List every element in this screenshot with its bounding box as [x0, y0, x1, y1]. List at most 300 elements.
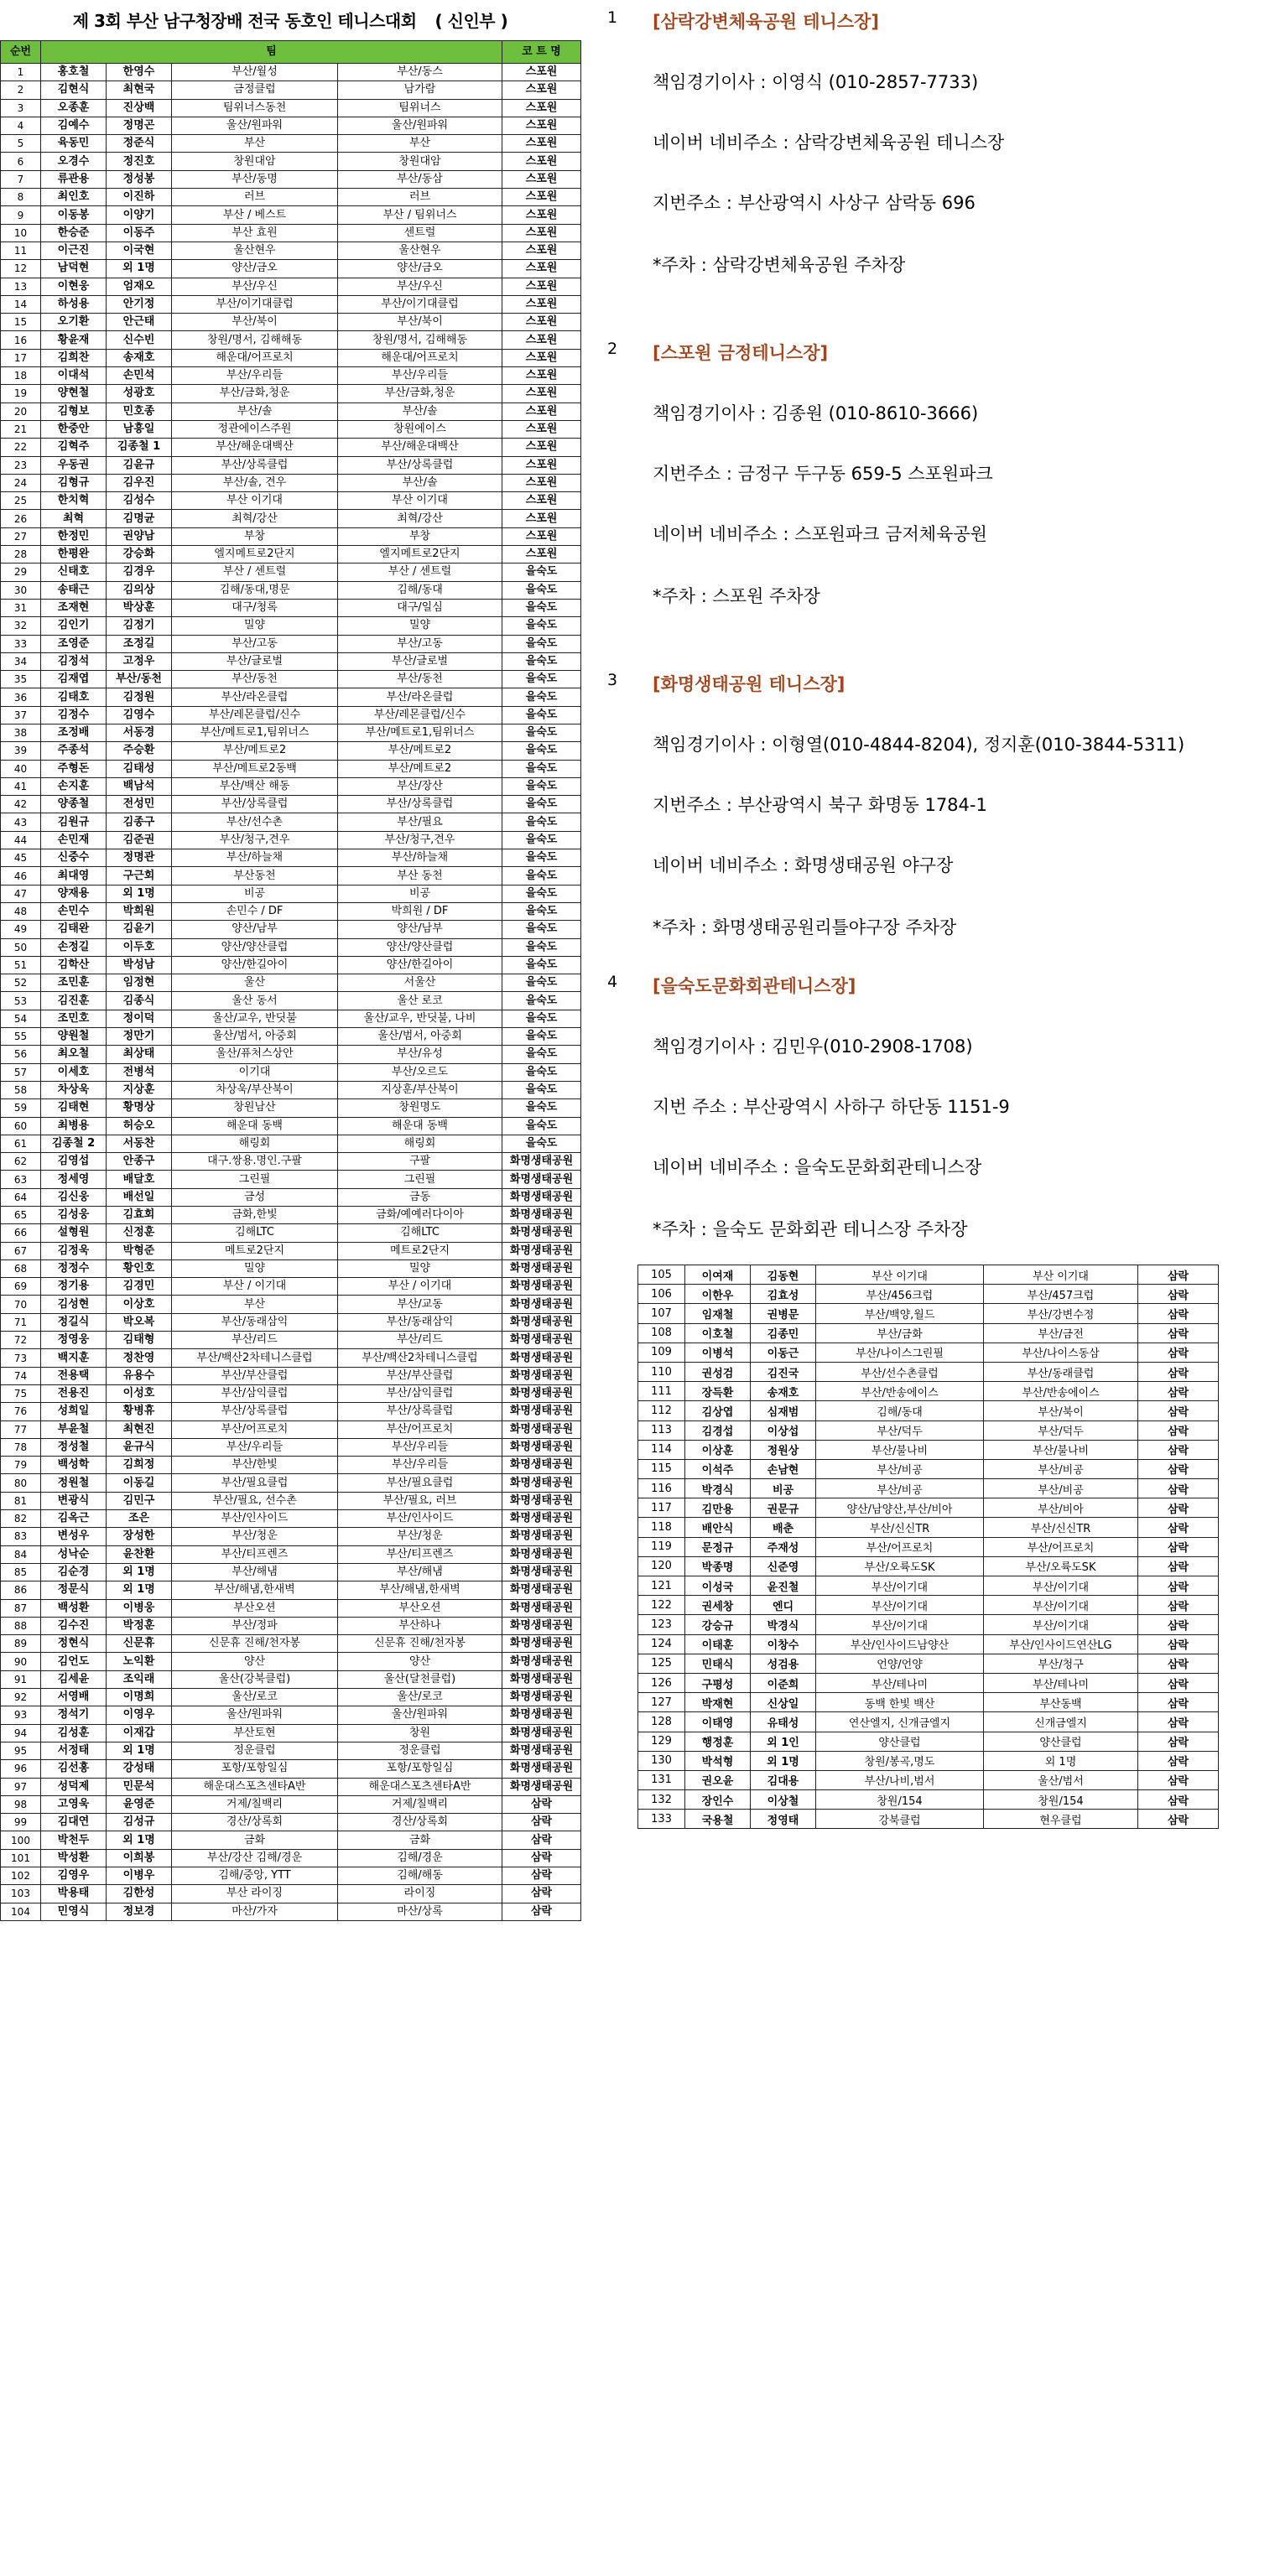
venue-info-line: 지번주소 : 부산광역시 북구 화명동 1784-1: [653, 795, 987, 815]
club-2: 부산/이기대: [984, 1596, 1138, 1615]
player-2: 김경우: [107, 564, 172, 581]
club-2: 부산/우리들: [338, 1438, 502, 1456]
table-row: [1, 635, 581, 652]
player-1: 오기환: [41, 314, 107, 331]
club-1: 경산/상록회: [172, 1814, 338, 1831]
row-no: 48: [1, 902, 41, 920]
player-1: 조영준: [41, 635, 107, 652]
player-2: 이상호: [107, 1296, 172, 1313]
club-1: 부산/상록클럽: [172, 796, 338, 813]
club-2: 부산/해냄: [338, 1563, 502, 1581]
club-2: 김해LTC: [338, 1224, 502, 1242]
club-1: 김해/동대: [816, 1401, 984, 1420]
player-1: 권성검: [685, 1362, 751, 1381]
club-1: 부산/오륙도SK: [816, 1556, 984, 1576]
table-row: [1, 1313, 581, 1331]
club-2: 부산/비아: [984, 1498, 1138, 1518]
player-2: 신정훈: [107, 1224, 172, 1242]
club-1: 창원대암: [172, 153, 338, 170]
club-1: 해운대 동백: [172, 1117, 338, 1135]
club-2: 부산/이기대클럽: [338, 295, 502, 313]
club-2: 비공: [338, 885, 502, 902]
player-2: 유태성: [751, 1712, 816, 1732]
court-name: 화명생태공원: [502, 1349, 581, 1367]
table-row: [638, 1732, 1219, 1751]
club-2: 양산/남부: [338, 921, 502, 938]
club-2: 정운클럽: [338, 1742, 502, 1759]
table-row: [1, 1278, 581, 1296]
table-row: [1, 314, 581, 331]
row-no: 56: [1, 1046, 41, 1063]
club-1: 부산/북이: [172, 314, 338, 331]
row-no: 81: [1, 1492, 41, 1509]
court-name: 스포원: [502, 224, 581, 242]
club-1: 울산(강북클럽): [172, 1670, 338, 1688]
player-2: 김종민: [751, 1323, 816, 1343]
player-2: 김태형: [107, 1332, 172, 1349]
player-1: 이병석: [685, 1343, 751, 1362]
row-no: 36: [1, 688, 41, 706]
player-2: 박경식: [751, 1615, 816, 1634]
row-no: 13: [1, 278, 41, 295]
court-name: 스포원: [502, 420, 581, 438]
club-1: 부산/인사이드: [172, 1510, 338, 1528]
table-row: [1, 849, 581, 867]
court-name: 삼락: [1138, 1732, 1219, 1751]
table-row: [1, 295, 581, 313]
club-2: 지상훈/부산북이: [338, 1081, 502, 1098]
table-row: [1, 546, 581, 564]
club-2: 부산/덕두: [984, 1420, 1138, 1440]
table-row: [1, 1670, 581, 1688]
player-1: 박성환: [41, 1849, 107, 1867]
player-1: 김경섭: [685, 1420, 751, 1440]
club-1: 부산/이기대: [816, 1596, 984, 1615]
player-1: 최인호: [41, 189, 107, 206]
court-name: 스포원: [502, 189, 581, 206]
court-name: 화명생태공원: [502, 1367, 581, 1384]
player-1: 김수진: [41, 1617, 107, 1634]
club-2: 부산/메트로2: [338, 760, 502, 777]
table-row: [638, 1693, 1219, 1712]
player-1: 정성철: [41, 1438, 107, 1456]
court-name: 을숙도: [502, 831, 581, 849]
player-1: 배안식: [685, 1518, 751, 1537]
club-1: 부산/상록클럽: [172, 1403, 338, 1420]
table-row: [638, 1420, 1219, 1440]
club-2: 창원/명서, 김해해동: [338, 331, 502, 349]
player-2: 김효회: [107, 1207, 172, 1224]
player-1: 김상엽: [685, 1401, 751, 1420]
club-1: 울산: [172, 974, 338, 992]
player-2: 서동찬: [107, 1135, 172, 1152]
club-1: 부산/리드: [172, 1332, 338, 1349]
club-1: 부산/라온클럽: [172, 688, 338, 706]
player-2: 이성호: [107, 1384, 172, 1402]
club-1: 양산: [172, 1653, 338, 1670]
club-2: 창원/154: [984, 1790, 1138, 1810]
club-2: 최혁/강산: [338, 510, 502, 527]
court-name: 스포원: [502, 64, 581, 81]
row-no: 64: [1, 1188, 41, 1206]
row-no: 86: [1, 1581, 41, 1599]
player-2: 김진국: [751, 1362, 816, 1381]
court-name: 삼락: [1138, 1654, 1219, 1673]
player-1: 우동권: [41, 456, 107, 474]
player-2: 권병문: [751, 1304, 816, 1323]
club-2: 거제/칠백리: [338, 1795, 502, 1813]
player-1: 조민호: [41, 1010, 107, 1027]
club-1: 부산/신신TR: [816, 1518, 984, 1537]
main-team-table: [0, 40, 581, 1921]
court-name: 을숙도: [502, 1117, 581, 1135]
table-row: [1, 1581, 581, 1599]
player-2: 최현국: [107, 81, 172, 99]
player-1: 고영욱: [41, 1795, 107, 1813]
player-1: 손민수: [41, 902, 107, 920]
table-row: [1, 117, 581, 134]
row-no: 128: [638, 1712, 685, 1732]
player-1: 김혁주: [41, 439, 107, 456]
club-1: 부산/비공: [816, 1479, 984, 1498]
club-2: 울산/로코: [338, 1689, 502, 1706]
table-row: [1, 671, 581, 688]
player-1: 주종석: [41, 742, 107, 760]
row-no: 46: [1, 867, 41, 885]
player-1: 김형규: [41, 474, 107, 491]
club-1: 연산엘지, 신개금엘지: [816, 1712, 984, 1732]
club-2: 마산/상록: [338, 1903, 502, 1920]
table-row: [638, 1751, 1219, 1770]
court-name: 을숙도: [502, 902, 581, 920]
court-name: 을숙도: [502, 1081, 581, 1098]
club-2: 김해/동대: [338, 581, 502, 599]
venue-info-line: 네이버 네비주소 : 삼락강변체육공원 테니스장: [653, 132, 1005, 153]
court-name: 삼락: [1138, 1343, 1219, 1362]
table-row: [1, 1403, 581, 1420]
player-1: 정세영: [41, 1171, 107, 1188]
court-name: 삼락: [1138, 1323, 1219, 1343]
club-1: 부산/정파: [172, 1617, 338, 1634]
court-name: 삼락: [1138, 1770, 1219, 1789]
club-1: 창원/봉곡,명도: [816, 1751, 984, 1770]
club-2: 창원에이스: [338, 420, 502, 438]
row-no: 47: [1, 885, 41, 902]
court-name: 스포원: [502, 295, 581, 313]
table-row: [1, 206, 581, 224]
table-row: [1, 1259, 581, 1277]
court-name: 화명생태공원: [502, 1563, 581, 1581]
table-row: [1, 1063, 581, 1081]
court-name: 화명생태공원: [502, 1742, 581, 1759]
court-name: 화명생태공원: [502, 1438, 581, 1456]
club-2: 울산/교우, 반딧불, 나비: [338, 1010, 502, 1027]
court-name: 삼락: [1138, 1556, 1219, 1576]
table-row: [1, 99, 581, 117]
club-2: 부산 / 이기대: [338, 1278, 502, 1296]
table-row: [1, 564, 581, 581]
row-no: 103: [1, 1885, 41, 1903]
club-1: 차상욱/부산북이: [172, 1081, 338, 1098]
row-no: 100: [1, 1831, 41, 1849]
table-row: [1, 1099, 581, 1117]
row-no: 84: [1, 1545, 41, 1563]
row-no: 80: [1, 1474, 41, 1492]
club-1: 정관에이스주원: [172, 420, 338, 438]
player-1: 한정민: [41, 527, 107, 545]
player-1: 임재철: [685, 1304, 751, 1323]
row-no: 65: [1, 1207, 41, 1224]
club-1: 울산/퓨처스상안: [172, 1046, 338, 1063]
club-1: 마산/가자: [172, 1903, 338, 1920]
table-row: [1, 885, 581, 902]
player-1: 오경수: [41, 153, 107, 170]
player-1: 조재현: [41, 599, 107, 616]
player-2: 이창수: [751, 1634, 816, 1654]
club-1: 부산/솔: [172, 402, 338, 420]
player-2: 진상백: [107, 99, 172, 117]
club-1: 울산/범서, 아중회: [172, 1028, 338, 1046]
player-1: 김진훈: [41, 992, 107, 1010]
player-1: 김정석: [41, 652, 107, 670]
player-2: 임정현: [107, 974, 172, 992]
table-row: [1, 1742, 581, 1759]
player-1: 이동봉: [41, 206, 107, 224]
venue-name: [스포원 금정테니스장]: [653, 343, 829, 363]
court-name: 스포원: [502, 206, 581, 224]
court-name: 스포원: [502, 474, 581, 491]
player-2: 김태성: [107, 760, 172, 777]
player-2: 한영수: [107, 64, 172, 81]
table-row: [638, 1615, 1219, 1634]
player-2: 김종식: [107, 992, 172, 1010]
court-name: 스포원: [502, 260, 581, 278]
player-1: 박종명: [685, 1556, 751, 1576]
table-row: [1, 796, 581, 813]
table-header-row: [1, 41, 581, 64]
club-2: 부산/인사이드연산LG: [984, 1634, 1138, 1654]
player-1: 신중수: [41, 849, 107, 867]
row-no: 111: [638, 1382, 685, 1401]
row-no: 12: [1, 260, 41, 278]
club-1: 부산 / 베스트: [172, 206, 338, 224]
row-no: 102: [1, 1867, 41, 1884]
club-1: 부산/메트로2동백: [172, 760, 338, 777]
club-1: 메트로2단지: [172, 1242, 338, 1259]
court-name: 을숙도: [502, 938, 581, 956]
table-row: [1, 331, 581, 349]
club-2: 신개금엘지: [984, 1712, 1138, 1732]
table-row: [1, 938, 581, 956]
row-no: 38: [1, 724, 41, 741]
table-row: [1, 1867, 581, 1884]
club-1: 금화,한빛: [172, 1207, 338, 1224]
row-no: 33: [1, 635, 41, 652]
row-no: 106: [638, 1285, 685, 1304]
player-2: 민문석: [107, 1778, 172, 1795]
row-no: 93: [1, 1706, 41, 1724]
row-no: 77: [1, 1420, 41, 1438]
player-1: 김희찬: [41, 349, 107, 366]
row-no: 17: [1, 349, 41, 366]
club-1: 부산/비공: [816, 1459, 984, 1478]
player-1: 하성용: [41, 295, 107, 313]
player-2: 김의상: [107, 581, 172, 599]
table-row: [1, 1635, 581, 1653]
club-2: 팀위너스: [338, 99, 502, 117]
row-no: 89: [1, 1635, 41, 1653]
court-name: 을숙도: [502, 796, 581, 813]
row-no: 132: [638, 1790, 685, 1810]
club-1: 언양/언양: [816, 1654, 984, 1673]
second-team-table: [637, 1265, 1219, 1829]
player-1: 신태호: [41, 564, 107, 581]
club-2: 부산/어프로치: [338, 1420, 502, 1438]
club-1: 부산 / 이기대: [172, 1278, 338, 1296]
player-2: 이동길: [107, 1474, 172, 1492]
player-1: 민태식: [685, 1654, 751, 1673]
row-no: 126: [638, 1673, 685, 1692]
row-no: 1: [1, 64, 41, 81]
row-no: 42: [1, 796, 41, 813]
court-name: 삼락: [1138, 1362, 1219, 1381]
player-2: 배춘: [751, 1518, 816, 1537]
row-no: 75: [1, 1384, 41, 1402]
player-2: 정명곤: [107, 117, 172, 134]
court-name: 화명생태공원: [502, 1313, 581, 1331]
court-name: 화명생태공원: [502, 1492, 581, 1509]
court-name: 을숙도: [502, 760, 581, 777]
row-no: 127: [638, 1693, 685, 1712]
court-name: 화명생태공원: [502, 1653, 581, 1670]
row-no: 112: [638, 1401, 685, 1420]
court-name: 을숙도: [502, 885, 581, 902]
club-2: 부산/북이: [984, 1401, 1138, 1420]
row-no: 94: [1, 1724, 41, 1742]
club-2: 부산/동스: [338, 64, 502, 81]
row-no: 44: [1, 831, 41, 849]
venue-number: 2: [607, 340, 618, 358]
player-1: 김태완: [41, 921, 107, 938]
venue-info-line: 지번주소 : 부산광역시 사상구 삼락동 696: [653, 193, 976, 213]
table-row: [1, 992, 581, 1010]
player-2: 조정길: [107, 635, 172, 652]
court-name: 삼락: [1138, 1615, 1219, 1634]
court-name: 을숙도: [502, 617, 581, 635]
row-no: 4: [1, 117, 41, 134]
table-row: [1, 242, 581, 259]
player-1: 홍호철: [41, 64, 107, 81]
row-no: 67: [1, 1242, 41, 1259]
row-no: 50: [1, 938, 41, 956]
player-2: 김종구: [107, 813, 172, 831]
player-1: 김예수: [41, 117, 107, 134]
court-name: 삼락: [1138, 1790, 1219, 1810]
table-row: [638, 1596, 1219, 1615]
row-no: 35: [1, 671, 41, 688]
club-1: 부산/이기대: [816, 1576, 984, 1596]
table-row: [1, 510, 581, 527]
player-2: 주재성: [751, 1537, 816, 1556]
court-name: 삼락: [1138, 1537, 1219, 1556]
table-row: [1, 1689, 581, 1706]
player-2: 외 1명: [751, 1751, 816, 1770]
row-no: 15: [1, 314, 41, 331]
club-2: 부산/고동: [338, 635, 502, 652]
court-name: 화명생태공원: [502, 1617, 581, 1634]
court-name: 화명생태공원: [502, 1207, 581, 1224]
row-no: 91: [1, 1670, 41, 1688]
table-row: [1, 1332, 581, 1349]
club-2: 남가람: [338, 81, 502, 99]
club-2: 부산동백: [984, 1693, 1138, 1712]
club-1: 부산/백산2차테니스클럽: [172, 1349, 338, 1367]
player-1: 구평성: [685, 1673, 751, 1692]
court-name: 스포원: [502, 492, 581, 510]
row-no: 27: [1, 527, 41, 545]
player-1: 이상훈: [685, 1440, 751, 1459]
row-no: 119: [638, 1537, 685, 1556]
table-row: [638, 1498, 1219, 1518]
player-2: 김성규: [107, 1814, 172, 1831]
player-2: 신수빈: [107, 331, 172, 349]
player-2: 권양남: [107, 527, 172, 545]
court-name: 스포원: [502, 402, 581, 420]
row-no: 72: [1, 1332, 41, 1349]
court-name: 화명생태공원: [502, 1581, 581, 1599]
table-row: [638, 1810, 1219, 1829]
club-1: 금화: [172, 1831, 338, 1849]
player-2: 정만기: [107, 1028, 172, 1046]
player-2: 이상섭: [751, 1420, 816, 1440]
club-1: 울산현우: [172, 242, 338, 259]
club-1: 울산/로코: [172, 1689, 338, 1706]
player-1: 설형원: [41, 1224, 107, 1242]
venue-name: [화명생태공원 테니스장]: [653, 674, 846, 694]
row-no: 7: [1, 170, 41, 188]
player-2: 정이덕: [107, 1010, 172, 1027]
row-no: 58: [1, 1081, 41, 1098]
row-no: 113: [638, 1420, 685, 1440]
club-2: 부산/솔: [338, 402, 502, 420]
club-2: 부산/하늘채: [338, 849, 502, 867]
table-row: [638, 1459, 1219, 1478]
table-row: [1, 1046, 581, 1063]
player-1: 한승준: [41, 224, 107, 242]
player-1: 주형돈: [41, 760, 107, 777]
player-1: 김선홍: [41, 1760, 107, 1778]
player-2: 박희원: [107, 902, 172, 920]
club-1: 부산 이기대: [172, 492, 338, 510]
club-2: 부산/인사이드: [338, 1510, 502, 1528]
court-name: 을숙도: [502, 956, 581, 974]
court-name: 삼락: [1138, 1459, 1219, 1478]
row-no: 90: [1, 1653, 41, 1670]
player-1: 장인수: [685, 1790, 751, 1810]
club-1: 부산/불나비: [816, 1440, 984, 1459]
court-name: 화명생태공원: [502, 1278, 581, 1296]
player-2: 허승오: [107, 1117, 172, 1135]
player-1: 김신웅: [41, 1188, 107, 1206]
court-name: 스포원: [502, 439, 581, 456]
court-name: 을숙도: [502, 688, 581, 706]
player-1: 권세창: [685, 1596, 751, 1615]
row-no: 68: [1, 1259, 41, 1277]
court-name: 을숙도: [502, 724, 581, 741]
club-2: 부산/오르도: [338, 1063, 502, 1081]
club-2: 부산/금화,청운: [338, 385, 502, 402]
club-1: 부산 라이징: [172, 1885, 338, 1903]
